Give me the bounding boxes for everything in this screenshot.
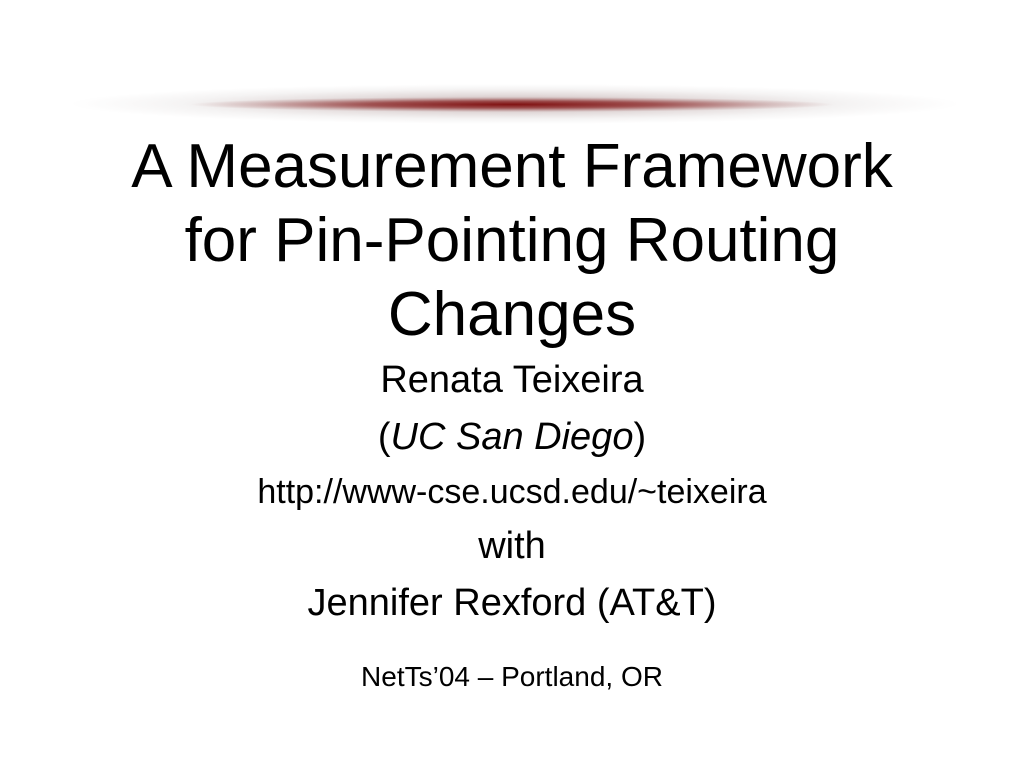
title-line-3: Changes: [387, 280, 637, 349]
affiliation-close-paren: ): [633, 416, 647, 458]
venue-text: NetTs’04 – Portland, OR: [361, 661, 663, 692]
author-affiliation: [0, 413, 1024, 461]
title-line-1: A Measurement Framework: [131, 132, 893, 201]
author-url: http://www-cse.ucsd.edu/~teixeira: [257, 473, 767, 511]
coauthor-name: Jennifer Rexford (AT&T): [307, 582, 717, 624]
slide-title: [0, 130, 1024, 352]
affiliation-name: UC San Diego: [390, 416, 634, 458]
with-text: with: [478, 525, 546, 567]
affiliation-open-paren: (: [377, 416, 391, 458]
title-divider-bar: [190, 97, 834, 112]
author-name: Renata Teixeira: [380, 359, 644, 401]
title-line-2: for Pin-Pointing Routing: [184, 206, 840, 275]
